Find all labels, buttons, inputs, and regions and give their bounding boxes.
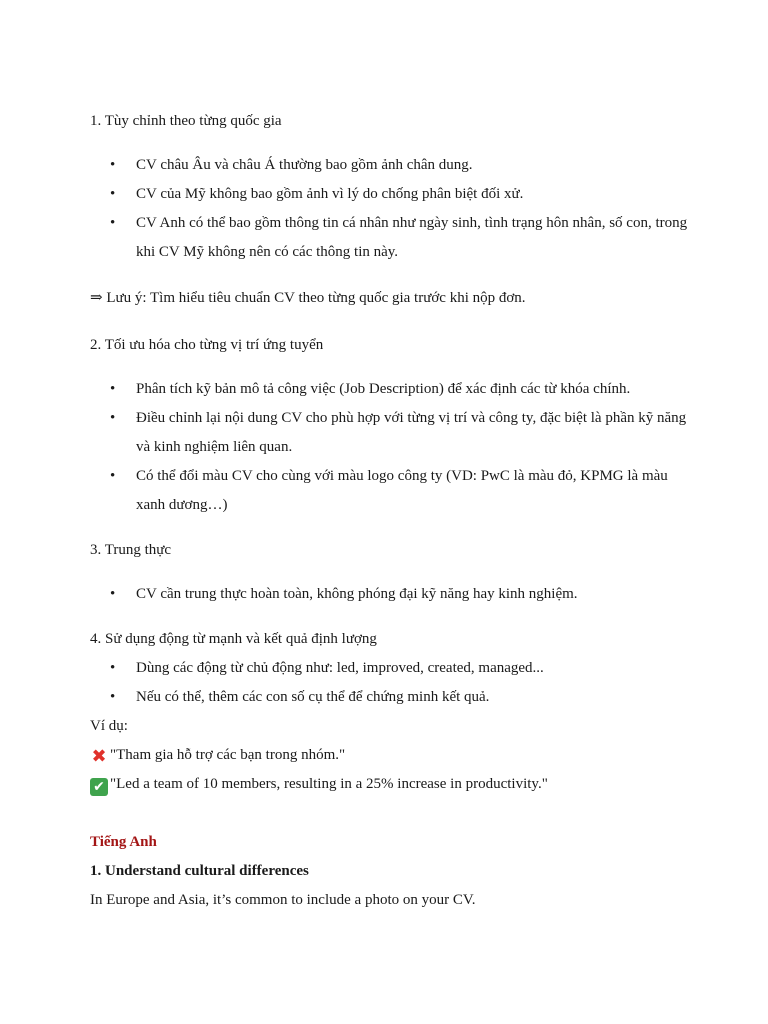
check-mark-icon: ✔ bbox=[90, 778, 108, 796]
list-item-text: CV cần trung thực hoàn toàn, không phóng đại kỹ năng hay kinh nghiệm. bbox=[136, 586, 578, 602]
bullet-icon: • bbox=[110, 215, 116, 231]
list-item-text: Có thể đổi màu CV cho cùng với màu logo công ty (VD: PwC là màu đỏ, KPMG là màu xanh dương…) bbox=[136, 468, 668, 513]
list-item-text: CV Anh có thể bao gồm thông tin cá nhân như ngày sinh, tình trạng hôn nhân, số con, trong khi CV Mỹ không nên có các thông tin này. bbox=[136, 215, 688, 260]
section-1-heading: 1. Tùy chỉnh theo từng quốc gia bbox=[90, 113, 282, 129]
list-item bbox=[110, 375, 690, 404]
section-3-heading: 3. Trung thực bbox=[90, 542, 172, 558]
list-item-text: CV của Mỹ không bao gồm ảnh vì lý do chống phân biệt đối xử. bbox=[136, 186, 524, 202]
list-item bbox=[110, 462, 690, 520]
list-item bbox=[110, 404, 690, 462]
list-item-text: Điều chỉnh lại nội dung CV cho phù hợp với từng vị trí và công ty, đặc biệt là phần kỹ năng và kinh nghiệm liên quan. bbox=[136, 410, 687, 455]
list-item bbox=[110, 683, 690, 712]
section-2-heading: 2. Tối ưu hóa cho từng vị trí ứng tuyển bbox=[90, 337, 324, 353]
list-item-text: Dùng các động từ chủ động như: led, improved, created, managed... bbox=[136, 660, 544, 676]
english-heading: Tiếng Anh bbox=[90, 834, 157, 850]
bullet-icon: • bbox=[110, 468, 116, 484]
list-item-text: CV châu Âu và châu Á thường bao gồm ảnh chân dung. bbox=[136, 157, 473, 173]
bullet-icon: • bbox=[110, 186, 116, 202]
bad-example bbox=[90, 745, 345, 766]
bullet-icon: • bbox=[110, 157, 116, 173]
list-item bbox=[110, 151, 690, 180]
example-label: Ví dụ: bbox=[90, 718, 128, 734]
list-item bbox=[110, 580, 690, 609]
bullet-icon: • bbox=[110, 410, 116, 426]
bullet-icon: • bbox=[110, 660, 116, 676]
english-paragraph: In Europe and Asia, it’s common to include a photo on your CV. bbox=[90, 892, 476, 908]
section-4-heading: 4. Sử dụng động từ mạnh và kết quả định lượng bbox=[90, 631, 377, 647]
cross-mark-icon: ✖ bbox=[91, 746, 107, 767]
english-subheading: 1. Understand cultural differences bbox=[90, 863, 309, 879]
bullet-icon: • bbox=[110, 689, 116, 705]
good-example-text: "Led a team of 10 members, resulting in a 25% increase in productivity." bbox=[110, 776, 548, 792]
list-item-text: Phân tích kỹ bản mô tả công việc (Job Description) để xác định các từ khóa chính. bbox=[136, 381, 631, 397]
bad-example-text: "Tham gia hỗ trợ các bạn trong nhóm." bbox=[110, 747, 346, 763]
section-1-note: ⇒ Lưu ý: Tìm hiểu tiêu chuẩn CV theo từng quốc gia trước khi nộp đơn. bbox=[90, 290, 526, 306]
list-item bbox=[110, 654, 690, 683]
list-item bbox=[110, 180, 690, 209]
list-item-text: Nếu có thể, thêm các con số cụ thể để chứng minh kết quả. bbox=[136, 689, 490, 705]
bullet-icon: • bbox=[110, 586, 116, 602]
bullet-icon: • bbox=[110, 381, 116, 397]
list-item bbox=[110, 209, 690, 267]
good-example bbox=[90, 774, 548, 796]
